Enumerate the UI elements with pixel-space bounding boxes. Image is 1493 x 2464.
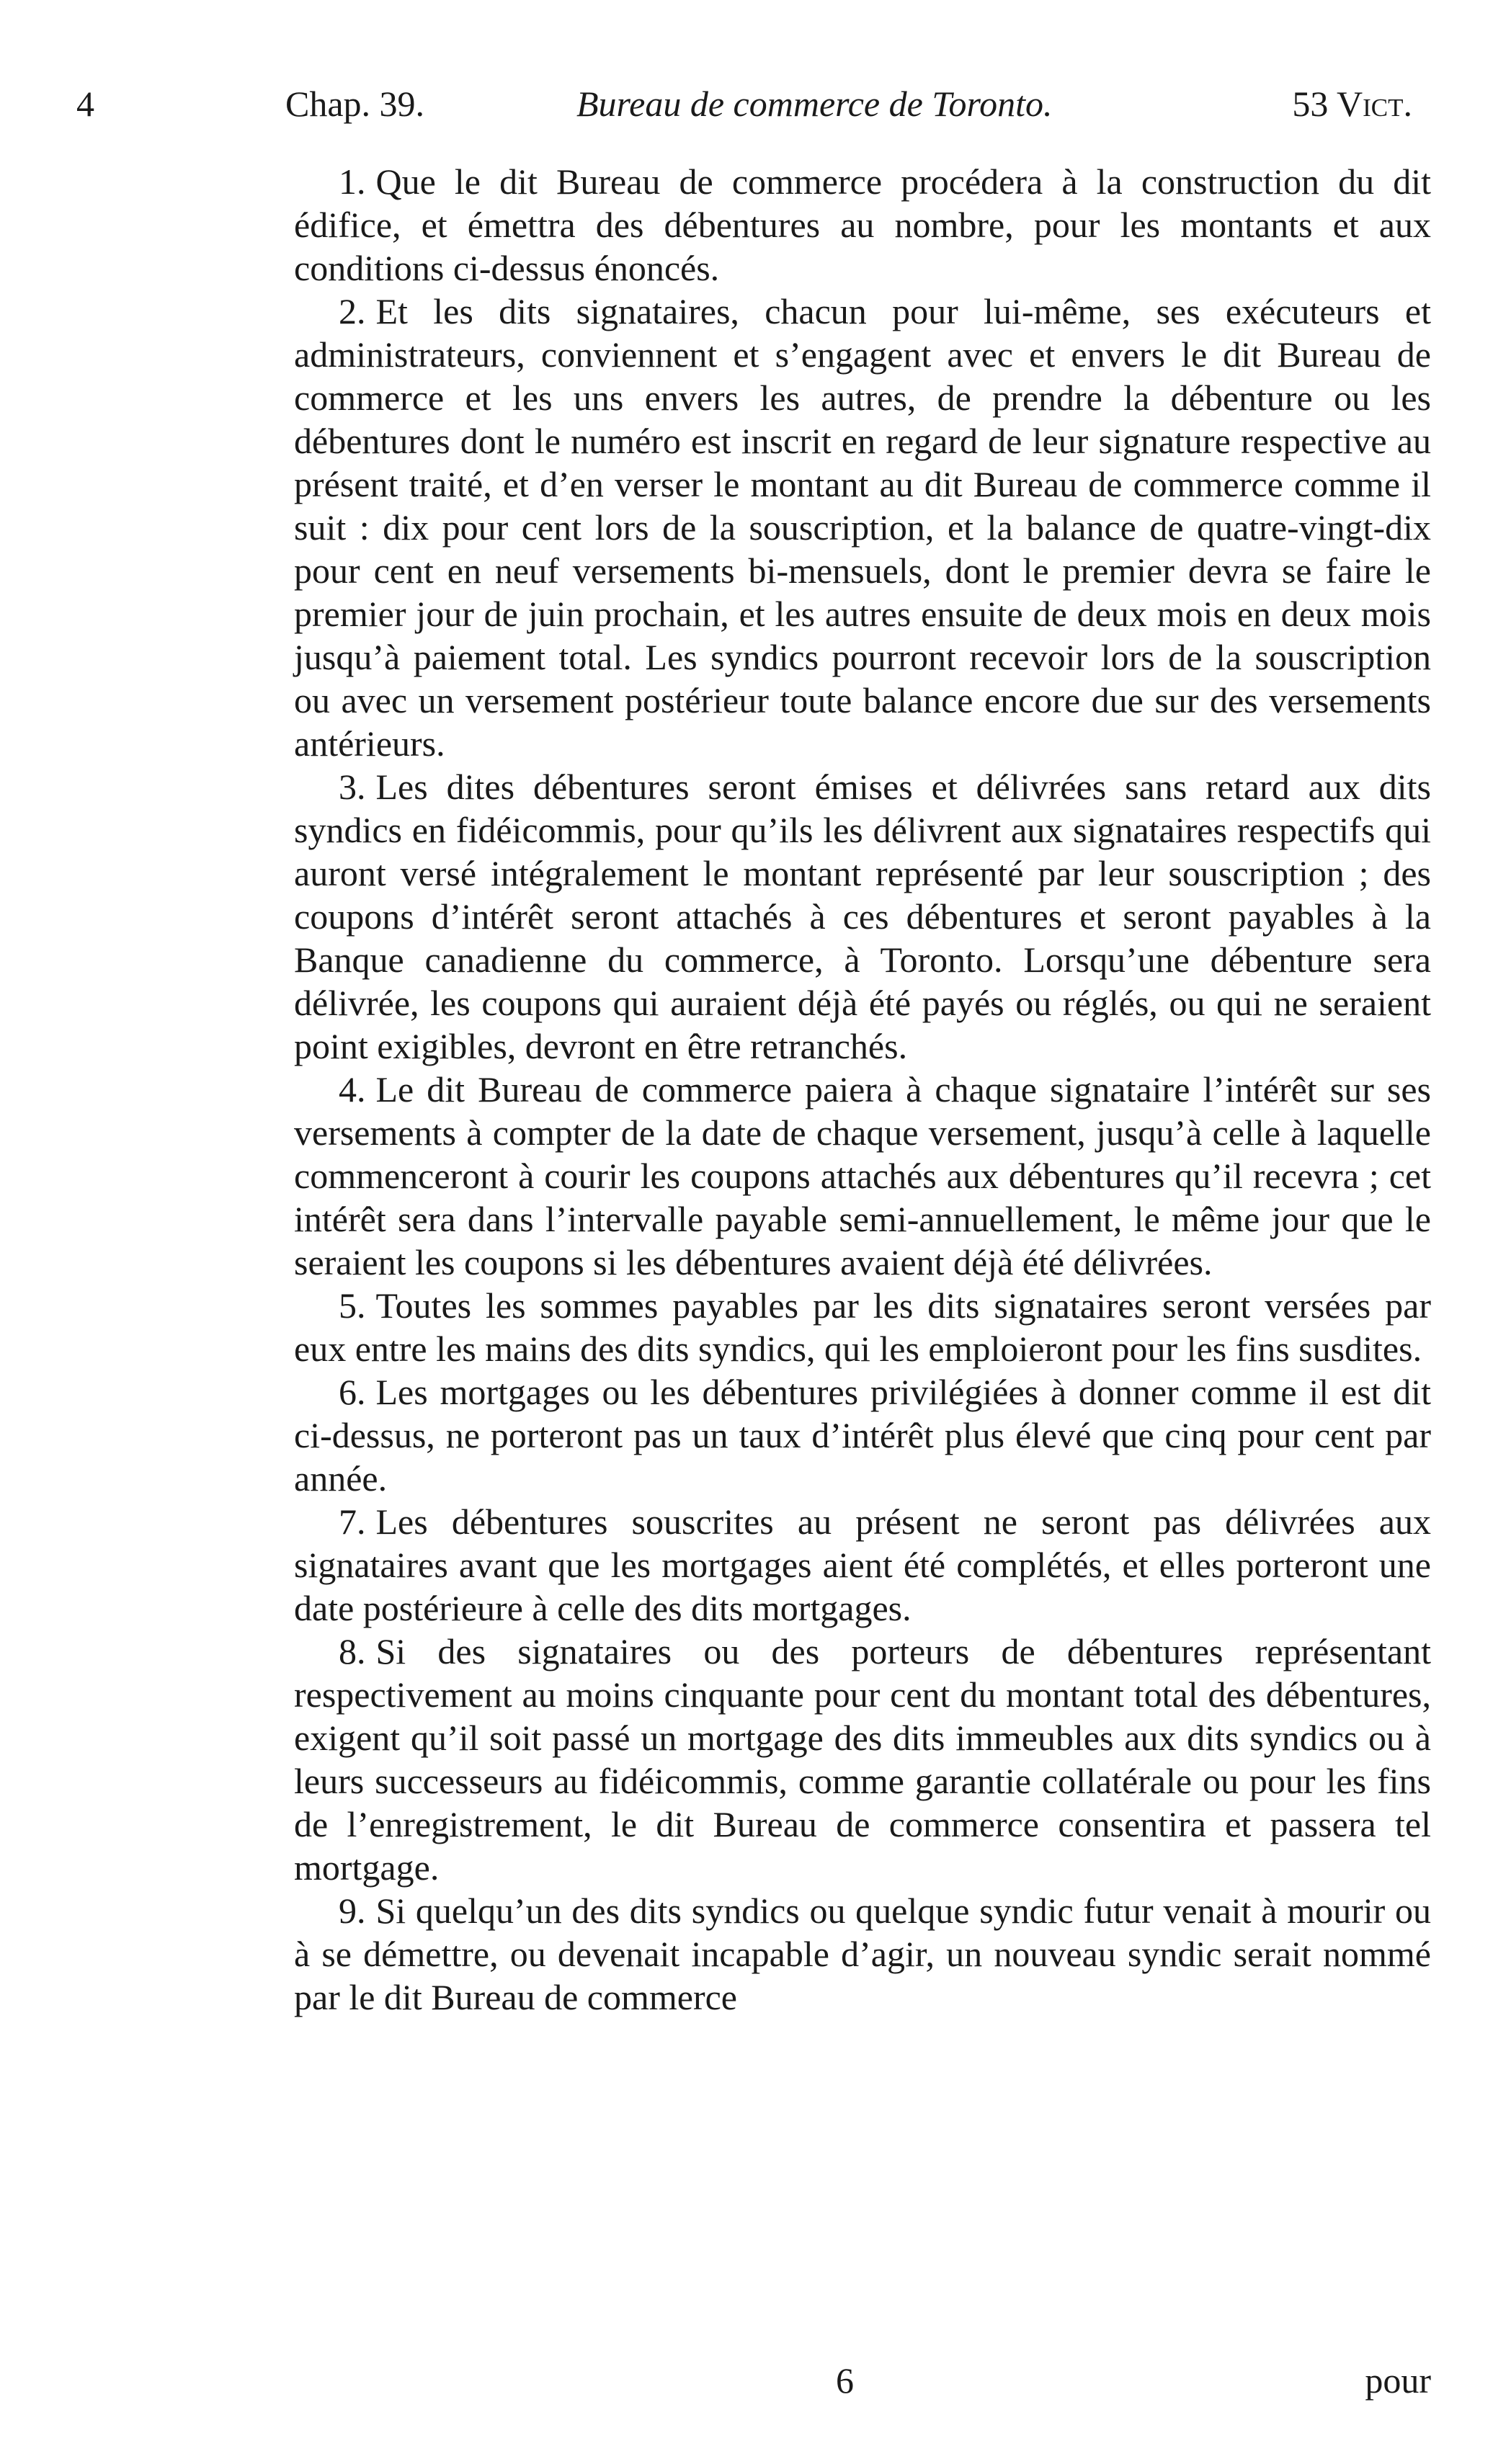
paragraph-4	[294, 1068, 1431, 1284]
paragraph-8	[294, 1630, 1431, 1889]
paragraph-number: 3.	[339, 767, 366, 807]
paragraph-number: 7.	[339, 1501, 366, 1542]
paragraph-text: Les dites débentures seront émises et délivrées sans retard aux dits syndics en fidéicommis, pour qu’ils les délivrent aux signataires respectifs qui auront versé intégralement le montant représenté par leur souscription ; des coupons d’intérêt seront attachés à ces débentures et seront payables à la Banque canadienne du commerce, à Toronto. Lorsqu’une débenture sera délivrée, les coupons qui auraient déjà été payés ou réglés, ou qui ne seraient point exigibles, devront en être retranchés.	[294, 767, 1431, 1066]
paragraph-6	[294, 1370, 1431, 1500]
regnal-year: 53 Vict.	[1292, 84, 1412, 124]
paragraph-3	[294, 765, 1431, 1068]
paragraph-text: Que le dit Bureau de commerce procédera à la construction du dit édifice, et émettra des débentures au nombre, pour les montants et aux conditions ci-dessus énoncés.	[294, 161, 1431, 288]
paragraph-5	[294, 1284, 1431, 1370]
paragraph-text: Les débentures souscrites au présent ne seront pas délivrées aux signataires avant que les mortgages aient été complétés, et elles porteront une date postérieure à celle des dits mortgages.	[294, 1501, 1431, 1628]
paragraph-number: 5.	[339, 1285, 366, 1326]
paragraph-number: 2.	[339, 291, 366, 331]
running-title: Bureau de commerce de Toronto.	[576, 84, 1053, 124]
paragraph-number: 4.	[339, 1069, 366, 1110]
signature-mark: 6	[836, 2360, 854, 2401]
page-number: 4	[76, 84, 94, 124]
body-text	[294, 160, 1431, 2019]
paragraph-7	[294, 1500, 1431, 1630]
paragraph-number: 9.	[339, 1891, 366, 1931]
paragraph-text: Le dit Bureau de commerce paiera à chaque signataire l’intérêt sur ses versements à compter de la date de chaque versement, jusqu’à celle à laquelle commenceront à courir les coupons attachés aux débentures qu’il recevra ; cet intérêt sera dans l’intervalle payable semi-annuellement, le même jour que le seraient les coupons si les débentures avaient déjà été délivrées.	[294, 1069, 1431, 1282]
page-footer	[0, 2354, 1493, 2406]
paragraph-number: 1.	[339, 161, 366, 202]
paragraph-number: 8.	[339, 1631, 366, 1671]
running-header	[0, 75, 1493, 133]
paragraph-1	[294, 160, 1431, 290]
paragraph-text: Toutes les sommes payables par les dits signataires seront versées par eux entre les mains des dits syndics, qui les emploieront pour les fins susdites.	[294, 1285, 1431, 1369]
catchword: pour	[1365, 2360, 1431, 2401]
paragraph-text: Si quelqu’un des dits syndics ou quelque syndic futur venait à mourir ou à se démettre, ou devenait incapable d’agir, un nouveau syndic serait nommé par le dit Bureau de commerce	[294, 1891, 1431, 2017]
paragraph-text: Les mortgages ou les débentures privilégiées à donner comme il est dit ci-dessus, ne porteront pas un taux d’intérêt plus élevé que cinq pour cent par année.	[294, 1372, 1431, 1499]
paragraph-number: 6.	[339, 1372, 366, 1412]
paragraph-2	[294, 290, 1431, 765]
chapter-label: Chap. 39.	[285, 84, 425, 124]
paragraph-9	[294, 1889, 1431, 2019]
paragraph-text: Si des signataires ou des porteurs de débentures représentant respectivement au moins cinquante pour cent du montant total des débentures, exigent qu’il soit passé un mortgage des dits immeubles aux dits syndics ou à leurs successeurs au fidéicommis, comme garantie collatérale ou pour les fins de l’enregistrement, le dit Bureau de commerce consentira et passera tel mortgage.	[294, 1631, 1431, 1888]
paragraph-text: Et les dits signataires, chacun pour lui-même, ses exécuteurs et administrateurs, conviennent et s’engagent avec et envers le dit Bureau de commerce et les uns envers les autres, de prendre la débenture ou les débentures dont le numéro est inscrit en regard de leur signature respective au présent traité, et d’en verser le montant au dit Bureau de commerce comme il suit : dix pour cent lors de la souscription, et la balance de quatre-vingt-dix pour cent en neuf versements bi-mensuels, dont le premier devra se faire le premier jour de juin prochain, et les autres ensuite de deux mois en deux mois jusqu’à paiement total. Les syndics pourront recevoir lors de la souscription ou avec un versement postérieur toute balance encore due sur des versements antérieurs.	[294, 291, 1431, 764]
